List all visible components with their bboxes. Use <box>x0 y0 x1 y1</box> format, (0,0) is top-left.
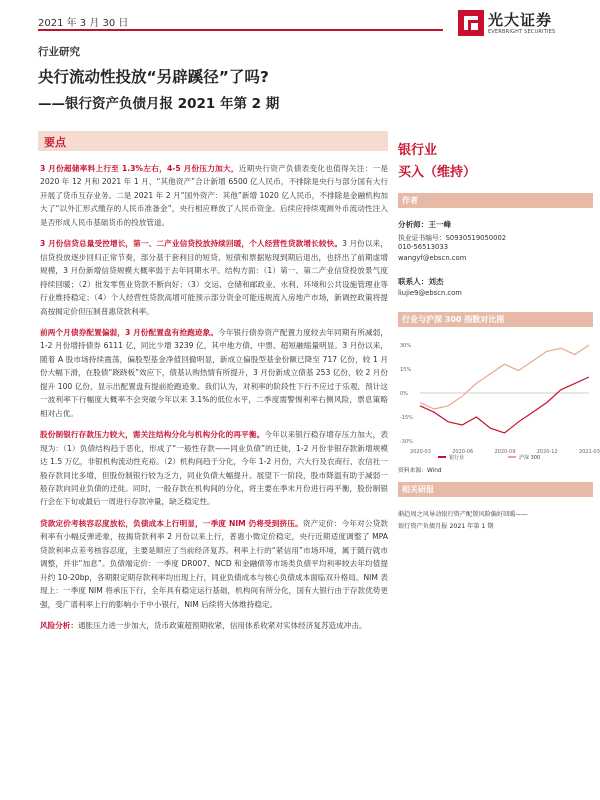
y-tick-label: 30% <box>400 343 412 349</box>
analyst-email[interactable]: wangyf@ebscn.com <box>398 254 467 262</box>
x-tick-label: 2020-12 <box>536 449 558 455</box>
logo-mark-icon <box>458 10 484 36</box>
x-tick-label: 2020-09 <box>494 449 516 455</box>
author-header <box>398 193 593 208</box>
series-line-1 <box>420 345 589 409</box>
y-tick-label: -30% <box>400 439 413 445</box>
analyst-name: 分析师：王一峰 <box>398 220 452 229</box>
related-header <box>398 482 593 497</box>
report-category: 行业研究 <box>38 46 80 58</box>
logo-subtext: EVERBRIGHT SECURITIES <box>488 29 556 35</box>
legend-label: 银行业 <box>449 455 465 461</box>
keypoints-body <box>40 162 388 641</box>
contact-name: 联系人：刘杰 <box>398 277 444 286</box>
keypoints-header <box>38 131 388 151</box>
legend-swatch <box>508 456 516 458</box>
report-date: 2021 年 3 月 30 日 <box>38 18 129 29</box>
keypoint-paragraph: 3 月份信贷总量受控增长，第一、二产业信贷投放持续回暖，个人经营性贷款增长较快。3 月份以来，信贷投放逐步回归正常节奏，部分基于套利目的短贷、短债和票据贴现到期后退出，也挤出了前期虚增规模，3 月份新增信贷规模大概率弱于去年同期水平。结构方面：（1）第一、第二产业信贷投放景气度持续回暖；（2）批发零售业贷款不断向好；（3）交运、仓储和邮政业、水利、环境和公共设施管理业等行业维持稳定；（4）个人经营性贷款高增可能预示部分资金可能违规流入房地产市场，新调控政策将提高按揭定价但压制普惠贷款利率。 <box>40 239 388 316</box>
author-heading: 作者 <box>402 196 418 205</box>
keypoint-paragraph: 3 月份超储率料上行至 1.3%左右，4-5 月份压力加大，近期央行资产负债表变化也值得关注：一是 2020 年 12 月和 2021 年 1 月，“其他资产”合计新增 6500 亿人民币，不排除是央行与部分国有大行开展了货币互存业务。二是 2021 年 2 月“国外资产：其他”新增 1020 亿人民币，不排除是金融机构加大了“以外汇形式缴存的人民币准备金”，央行相应释放了人民币资金。后续应持续观测外币流动性注入是否形成人民币基础货币的投放管道。 <box>40 164 389 227</box>
x-tick-label: 2020-03 <box>410 449 431 455</box>
x-tick-label: 2021-03 <box>579 449 600 455</box>
x-tick-label: 2020-06 <box>452 449 474 455</box>
cert-number: 执业证书编号：S0930519050002 <box>398 234 507 242</box>
logo-text: 光大证券 <box>488 11 553 29</box>
report-subtitle: ——银行资产负债月报 2021 年第 2 期 <box>38 96 280 112</box>
y-tick-label: -15% <box>400 415 413 421</box>
keypoint-paragraph: 前两个月债券配置偏弱，3 月份配置盘有抢跑迹象。今年银行债券资产配置力度较去年同期有所减弱，1-2 月份增持债券 6111 亿，同比少增 3239 亿，其中地方债、中票、超短融缩量明显。3 月份以来，随着 A 股市场持续震荡，偏股型基金净值回撤明显，新成立偏股型基金份额已降至 717 亿份，较 1 月份大幅下滑，在股债“跷跷板”效应下，债基认购热情有所提升，3 月份新成立债基 253 亿份，较 2 月份提升 100 亿份，显示出配置盘有提前抢跑迹象。我们认为，对利率的阶段性下行不应过于乐观，预计这一波利率下行幅度大概率不会突破今年以来 3.1%的低位水平，二季度需警惕利率右侧风险，票息策略相对占优。 <box>40 327 388 418</box>
contact-email[interactable]: liujie9@ebscn.com <box>398 289 462 297</box>
company-logo <box>458 8 588 40</box>
chart-svg <box>398 331 600 461</box>
index-comparison-chart <box>398 331 600 461</box>
legend-label: 沪深 300 <box>519 455 541 461</box>
y-tick-label: 0% <box>400 391 408 397</box>
analyst-phone: 010-56513033 <box>398 243 449 251</box>
header-divider <box>38 29 443 31</box>
related-report-link[interactable]: 银行资产负债月报 2021 年第 1 期 <box>398 523 494 530</box>
y-tick-label: 15% <box>400 367 412 373</box>
keypoint-paragraph: 贷款定价考核容忍度放松，负债成本上行明显，一季度 NIM 仍将受到挤压。资产定价：今年对公贷款利率有小幅反弹迹象，按揭贷款利率 2 月份以来上行，普惠小微定价稳定，央行近期适度调整了 MPA 贷款利率点差考核容忍度，主要是顺应了当前经济复苏。利率上行的“紧信用”市场环境，属于随行就市调整，并非“加息”。负债端定价：一季度 DR007、NCD 和金融债等市场类负债平均利率较去年均值提升约 10-20bp，各期限定期存款利率均出现上行，同业负债成本与核心负债成本面临双升格局。NIM 表现上：一季度 NIM 将承压下行，全年具有稳定运行基础，机构间有所分化，国有大银行由于存款优势更强，受广谱利率上行的影响小于中小银行，NIM 后续将大体维持稳定。 <box>40 518 388 609</box>
chart-source: 资料来源：Wind <box>398 468 442 474</box>
report-title: 央行流动性投放“另辟蹊径”了吗? <box>38 68 269 86</box>
sector-name: 银行业 <box>398 143 438 158</box>
series-line-0 <box>420 377 589 433</box>
chart-header <box>398 312 593 327</box>
legend-swatch <box>438 456 446 458</box>
keypoint-paragraph: 风险分析：通胀压力进一步加大，货币政策超预期收紧，信用体系收紧对实体经济复苏造成冲击。 <box>40 621 367 631</box>
keypoint-paragraph: 股份制银行存款压力较大，需关注结构分化与机构分化的再平衡。今年以来银行稳存增存压力加大，表现为：（1）负债结构趋于恶化，形成了“一般性存款——同业负债”的迁徙，1-2 月份非银存款新增规模达 1.5 万亿，非银机构流动性充裕。（2）机构间趋于分化，今年 1-2 月份，六大行及农商行、农信社一般存款同比多增，但股份制银行较为乏力，同业负债大幅提升。展望下一阶段，股市降温有助于减弱一般存款向同业负债的迁徙。同时，一般存款在机构间的分化，将主要在季末月份进行再平衡，股份制银行会在下旬或最后一周进行存款冲量，缺乏稳定性。 <box>40 430 388 507</box>
chart-heading: 行业与沪深 300 指数对比图 <box>402 315 505 324</box>
related-heading: 相关研报 <box>402 485 434 494</box>
related-report-link[interactable]: 渐趋周之风导动银行资产配置风险偏好回暖—— <box>398 511 528 518</box>
keypoints-heading: 要点 <box>44 136 66 149</box>
rating: 买入（维持） <box>398 165 477 180</box>
